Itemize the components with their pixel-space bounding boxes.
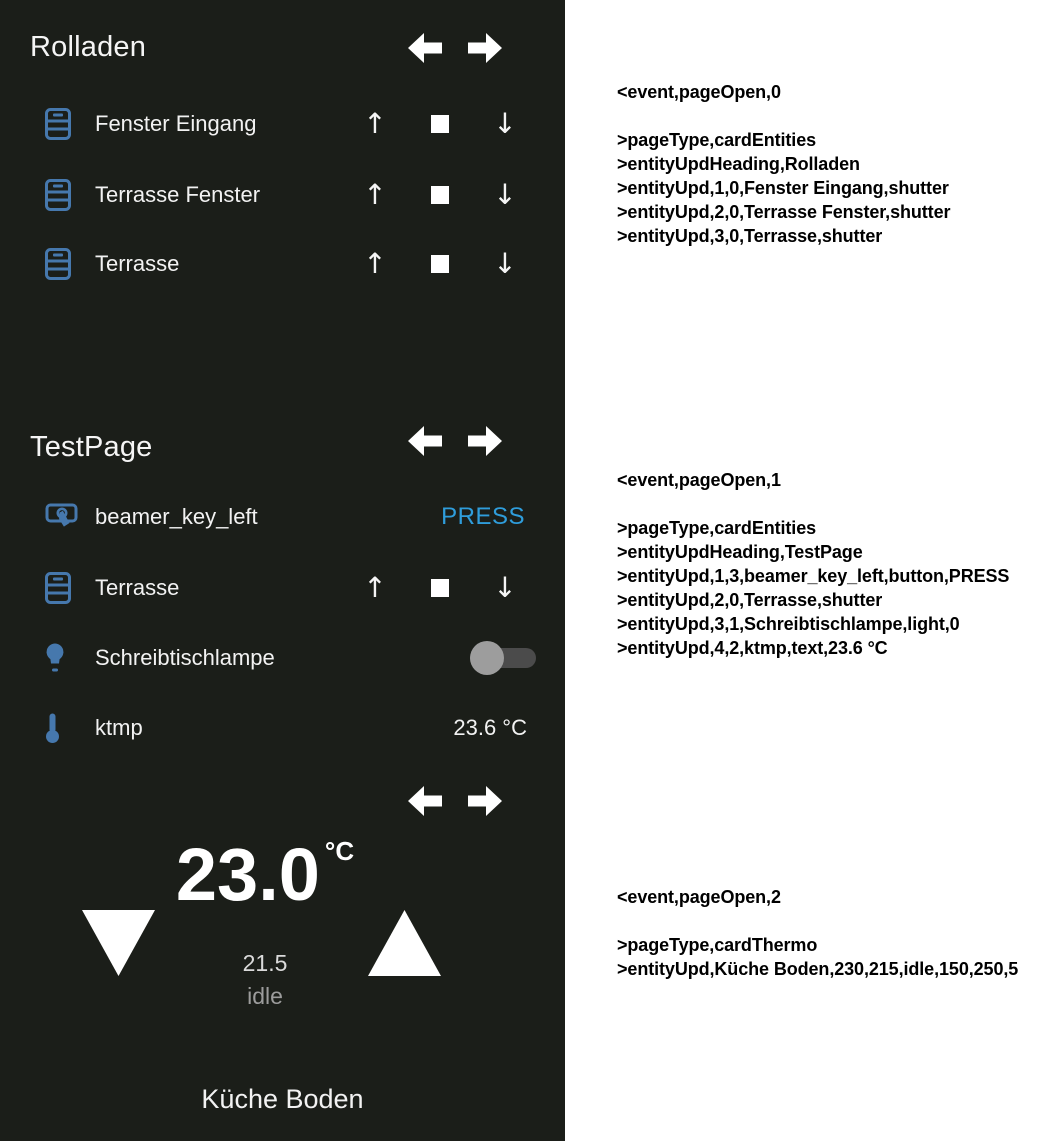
card-entities-testpage [0, 380, 565, 760]
protocol-line: >entityUpd,4,2,ktmp,text,23.6 °C [617, 638, 888, 658]
down-arrow-icon: ↓ [493, 178, 517, 211]
entity-row [0, 495, 565, 539]
protocol-log-page1 [617, 468, 1045, 660]
shutter-stop-button[interactable] [420, 579, 460, 597]
entity-row [0, 706, 565, 750]
up-arrow-icon: ↑ [363, 107, 387, 140]
shutter-controls [355, 102, 525, 146]
entity-row [0, 566, 565, 610]
shutter-stop-button[interactable] [420, 255, 460, 273]
protocol-line: >entityUpd,1,3,beamer_key_left,button,PRESS [617, 566, 1010, 586]
shutter-controls [355, 173, 525, 217]
protocol-line: >entityUpd,2,0,Terrasse Fenster,shutter [617, 202, 951, 222]
light-toggle-switch[interactable] [470, 641, 536, 675]
window-shutter-icon [45, 572, 71, 604]
down-arrow-icon: ↓ [493, 571, 517, 604]
window-shutter-icon [45, 248, 71, 280]
left-arrow-icon [408, 786, 442, 816]
protocol-line: >entityUpd,3,1,Schreibtischlampe,light,0 [617, 614, 960, 634]
shutter-stop-button[interactable] [420, 115, 460, 133]
prev-page-button[interactable] [408, 426, 442, 456]
next-page-button[interactable] [468, 426, 502, 456]
next-page-button[interactable] [468, 33, 502, 63]
thermostat-title: Küche Boden [201, 1084, 364, 1114]
entity-label: beamer_key_left [95, 504, 258, 529]
shutter-up-button[interactable] [355, 107, 395, 140]
shutter-down-button[interactable] [485, 571, 525, 604]
right-arrow-icon [468, 426, 502, 456]
entity-label: Schreibtischlampe [95, 645, 275, 670]
temperature-unit: °C [324, 836, 355, 866]
entity-label: Terrasse [95, 251, 180, 276]
page-title: TestPage [30, 431, 153, 463]
card-thermo-kueche-boden [0, 760, 565, 1141]
protocol-log-page0 [617, 80, 1045, 248]
card-entities-rolladen [0, 0, 565, 380]
left-arrow-icon [408, 426, 442, 456]
gesture-tap-button-icon [45, 502, 79, 532]
shutter-up-button[interactable] [355, 571, 395, 604]
entity-label: Fenster Eingang [95, 111, 257, 136]
window-shutter-icon [45, 108, 71, 140]
protocol-line: >pageType,cardThermo [617, 935, 818, 955]
press-button[interactable]: PRESS [441, 503, 525, 530]
current-temperature [0, 833, 530, 916]
sensor-value: 23.6 °C [453, 715, 527, 740]
entity-row [0, 102, 565, 146]
protocol-line: >entityUpd,1,0,Fenster Eingang,shutter [617, 178, 949, 198]
protocol-event-line: <event,pageOpen,1 [617, 470, 781, 490]
up-arrow-icon: ↑ [363, 178, 387, 211]
prev-page-button[interactable] [408, 786, 442, 816]
entity-label: Terrasse Fenster [95, 182, 261, 207]
left-arrow-icon [408, 33, 442, 63]
shutter-stop-button[interactable] [420, 186, 460, 204]
entity-row [0, 173, 565, 217]
stop-square-icon [431, 255, 449, 273]
stop-square-icon [431, 186, 449, 204]
down-arrow-icon: ↓ [493, 247, 517, 280]
entity-label: ktmp [95, 715, 143, 740]
protocol-line: >entityUpdHeading,Rolladen [617, 154, 860, 174]
shutter-down-button[interactable] [485, 107, 525, 140]
protocol-event-line: <event,pageOpen,2 [617, 887, 781, 907]
protocol-line: >entityUpdHeading,TestPage [617, 542, 863, 562]
page-nav [408, 426, 502, 456]
lightbulb-icon [45, 643, 65, 674]
window-shutter-icon [45, 179, 71, 211]
protocol-line: >entityUpd,3,0,Terrasse,shutter [617, 226, 883, 246]
prev-page-button[interactable] [408, 33, 442, 63]
toggle-knob [470, 641, 504, 675]
shutter-controls [355, 242, 525, 286]
shutter-up-button[interactable] [355, 247, 395, 280]
entity-label: Terrasse [95, 575, 180, 600]
page-title: Rolladen [30, 31, 147, 63]
thermometer-icon [45, 713, 60, 744]
up-arrow-icon: ↑ [363, 247, 387, 280]
stop-square-icon [431, 115, 449, 133]
protocol-line: >pageType,cardEntities [617, 130, 817, 150]
next-page-button[interactable] [468, 786, 502, 816]
shutter-up-button[interactable] [355, 178, 395, 211]
entity-row [0, 636, 565, 680]
page-nav [408, 786, 502, 816]
right-arrow-icon [468, 33, 502, 63]
up-arrow-icon: ↑ [363, 571, 387, 604]
entity-row [0, 242, 565, 286]
setpoint-temperature: 21.5 [242, 950, 288, 976]
stop-square-icon [431, 579, 449, 597]
page-nav [408, 33, 502, 63]
protocol-line: >pageType,cardEntities [617, 518, 817, 538]
protocol-line: >entityUpd,2,0,Terrasse,shutter [617, 590, 883, 610]
temperature-value: 23.0 [175, 833, 320, 916]
protocol-line: >entityUpd,Küche Boden,230,215,idle,150,250,5 [617, 959, 1019, 979]
shutter-down-button[interactable] [485, 178, 525, 211]
shutter-controls [355, 566, 525, 610]
protocol-log-page2 [617, 885, 1045, 981]
down-arrow-icon: ↓ [493, 107, 517, 140]
right-arrow-icon [468, 786, 502, 816]
shutter-down-button[interactable] [485, 247, 525, 280]
hvac-state: idle [247, 983, 283, 1009]
protocol-event-line: <event,pageOpen,0 [617, 82, 781, 102]
